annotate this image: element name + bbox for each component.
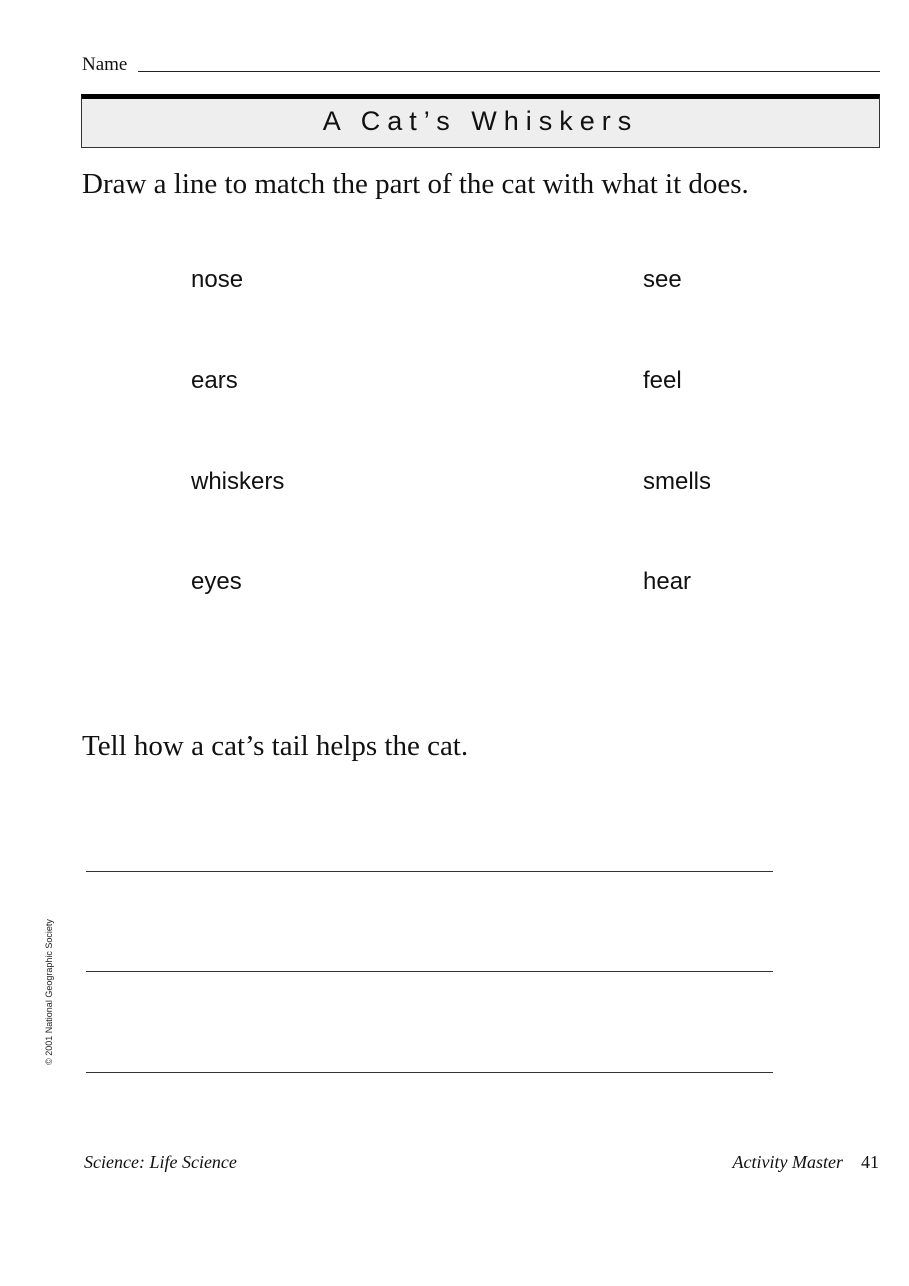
question-text: Tell how a cat’s tail helps the cat. <box>82 730 469 762</box>
name-label: Name <box>82 54 128 75</box>
footer-page-info <box>733 1152 879 1173</box>
title-bar <box>81 94 880 148</box>
page-title: A Cat’s Whiskers <box>322 106 639 136</box>
match-function-smells[interactable]: smells <box>643 468 712 495</box>
match-part-whiskers[interactable]: whiskers <box>191 468 285 495</box>
match-part-eyes[interactable]: eyes <box>191 568 242 595</box>
match-part-ears[interactable]: ears <box>191 367 238 394</box>
match-part-nose[interactable]: nose <box>191 266 244 293</box>
instruction-text: Draw a line to match the part of the cat with what it does. <box>82 168 749 200</box>
match-function-feel[interactable]: feel <box>643 367 682 394</box>
answer-line[interactable] <box>86 1072 773 1073</box>
name-row <box>82 54 880 76</box>
footer-subject: Science: Life Science <box>84 1152 237 1172</box>
answer-line[interactable] <box>86 971 773 972</box>
page-number: 41 <box>861 1152 879 1172</box>
answer-line[interactable] <box>86 871 773 872</box>
match-function-hear[interactable]: hear <box>643 568 692 595</box>
match-function-see[interactable]: see <box>643 266 682 293</box>
footer-activity-label: Activity Master <box>732 1152 843 1172</box>
name-write-line[interactable] <box>138 71 880 72</box>
copyright-text: © 2001 National Geographic Society <box>44 919 54 1065</box>
